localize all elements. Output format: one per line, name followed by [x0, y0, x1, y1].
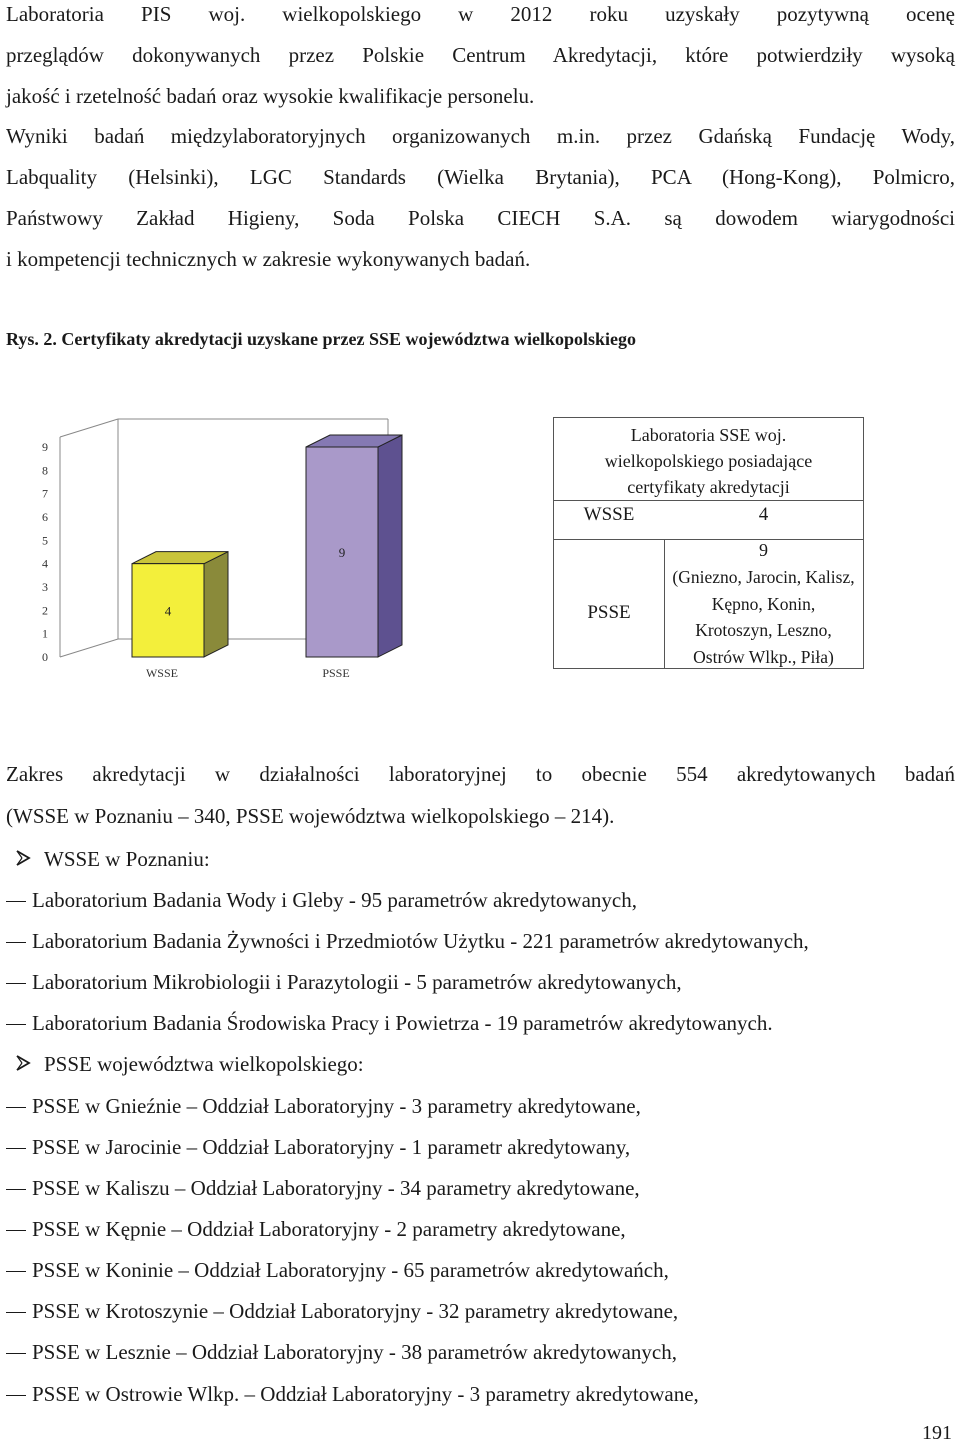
list-item: [6, 1299, 678, 1324]
paragraph-1-line-1: Laboratoria PIS woj. wielkopolskiego w 2012 roku uzyskały pozytywną ocenę: [6, 2, 955, 26]
list-item: [6, 888, 637, 913]
wsse-heading-text: WSSE w Poznaniu:: [44, 847, 210, 871]
list-item-text: PSSE w Kępnie – Oddział Laboratoryjny - 2 parametry akredytowane,: [32, 1217, 626, 1241]
paragraph-2-line-2: Labquality (Helsinki), LGC Standards (Wielka Brytania), PCA (Hong-Kong), Polmicro,: [6, 165, 955, 189]
list-item: [6, 1176, 640, 1201]
y-tick-label: 8: [42, 463, 48, 478]
y-tick-label: 9: [42, 440, 48, 454]
table-row-wsse-value: 4: [758, 504, 769, 525]
paragraph-3-line-1: Zakres akredytacji w działalności laboratoryjnej to obecnie 554 akredytowanych badań: [6, 762, 955, 786]
psse-heading-text: PSSE województwa wielkopolskiego:: [44, 1052, 364, 1076]
list-item-text: PSSE w Jarocinie – Oddział Laboratoryjny - 1 parametr akredytowany,: [32, 1135, 631, 1159]
y-tick-label: 7: [42, 486, 48, 501]
dash-bullet: [6, 901, 26, 902]
arrow-bullet-icon: [14, 849, 32, 867]
psse-heading: [44, 1052, 364, 1077]
y-tick-label: 5: [42, 533, 48, 548]
list-item: [6, 970, 682, 995]
dash-bullet: [6, 1107, 26, 1108]
table-row-psse-label: PSSE: [587, 602, 631, 623]
list-item: [6, 929, 809, 954]
paragraph-2-line-3: Państwowy Zakład Higieny, Soda Polska CIECH S.A. są dowodem wiarygodności: [6, 206, 955, 230]
x-category-label: WSSE: [145, 666, 179, 680]
dash-bullet: [6, 1395, 26, 1396]
dash-bullet: [6, 1271, 26, 1272]
paragraph-2-line-4: i kompetencji technicznych w zakresie wykonywanych badań.: [6, 247, 531, 271]
list-item: [6, 1011, 773, 1036]
bar-data-label: 4: [164, 603, 172, 619]
y-tick-label: 6: [42, 510, 48, 524]
y-tick-label: 0: [42, 650, 48, 664]
list-item-text: PSSE w Krotoszynie – Oddział Laboratoryjny - 32 parametry akredytowane,: [32, 1299, 679, 1323]
dash-bullet: [6, 1312, 26, 1313]
y-tick-label: 1: [42, 626, 48, 641]
bar-side: [378, 435, 402, 657]
figure-caption: Rys. 2. Certyfikaty akredytacji uzyskane przez SSE województwa wielkopolskiego: [6, 329, 636, 349]
paragraph-1-line-2: przeglądów dokonywanych przez Polskie Centrum Akredytacji, które potwierdziły wysoką: [6, 43, 955, 67]
table-row-psse-value: 9: [759, 540, 768, 560]
bar-side: [204, 552, 228, 657]
dash-bullet: [6, 1189, 26, 1190]
dash-bullet: [6, 942, 26, 943]
list-item: [6, 1382, 699, 1407]
dash-bullet: [6, 1148, 26, 1149]
list-item-text: PSSE w Lesznie – Oddział Laboratoryjny - 38 parametrów akredytowanych,: [32, 1340, 677, 1364]
list-item-text: Laboratorium Badania Żywności i Przedmiotów Użytku - 221 parametrów akredytowanych,: [32, 929, 809, 953]
certificates-table: [553, 417, 864, 669]
list-item-text: PSSE w Kaliszu – Oddział Laboratoryjny - 34 parametry akredytowane,: [32, 1176, 640, 1200]
paragraph-2-line-1: Wyniki badań międzylaboratoryjnych organizowanych m.in. przez Gdańską Fundację Wody,: [6, 124, 955, 148]
list-item-text: PSSE w Koninie – Oddział Laboratoryjny - 65 parametrów akredytowańch,: [32, 1258, 669, 1282]
dash-bullet: [6, 983, 26, 984]
dash-bullet: [6, 1353, 26, 1354]
list-item-text: Laboratorium Mikrobiologii i Parazytologii - 5 parametrów akredytowanych,: [32, 970, 682, 994]
table-row-wsse-label: WSSE: [583, 504, 635, 525]
list-item-text: Laboratorium Badania Wody i Gleby - 95 parametrów akredytowanych,: [32, 888, 637, 912]
y-tick-label: 4: [42, 556, 48, 571]
list-item: [6, 1135, 630, 1160]
table-row-psse-detail: (Gniezno, Jarocin, Kalisz, Kępno, Konin, Krotoszyn, Leszno, Ostrów Wlkp., Piła): [672, 567, 855, 667]
y-tick-label: 2: [42, 603, 48, 618]
chart-top-edge-line: [60, 419, 118, 437]
y-tick-label: 3: [42, 580, 48, 594]
bar-data-label: 9: [338, 545, 346, 560]
list-item: [6, 1258, 669, 1283]
table-divider: [554, 500, 863, 501]
x-category-label: PSSE: [322, 666, 350, 680]
bar-chart: [28, 405, 428, 695]
list-item-text: PSSE w Ostrowie Wlkp. – Oddział Laboratoryjny - 3 parametry akredytowane,: [32, 1382, 699, 1406]
wsse-heading: [44, 847, 210, 872]
arrow-bullet-icon: [14, 1054, 32, 1072]
dash-bullet: [6, 1024, 26, 1025]
dash-bullet: [6, 1230, 26, 1231]
list-item-text: Laboratorium Badania Środowiska Pracy i Powietrza - 19 parametrów akredytowanych.: [32, 1011, 773, 1035]
page-number: 191: [922, 1422, 952, 1444]
list-item: [6, 1340, 677, 1365]
table-header: Laboratoria SSE woj. wielkopolskiego posiadające certyfikaty akredytacji: [604, 425, 813, 497]
list-item: [6, 1217, 626, 1242]
paragraph-3-line-2: (WSSE w Poznaniu – 340, PSSE województwa wielkopolskiego – 214).: [6, 804, 615, 828]
list-item: [6, 1094, 641, 1119]
list-item-text: PSSE w Gnieźnie – Oddział Laboratoryjny - 3 parametry akredytowane,: [32, 1094, 641, 1118]
paragraph-1-line-3: jakość i rzetelność badań oraz wysokie kwalifikacje personelu.: [6, 84, 535, 108]
